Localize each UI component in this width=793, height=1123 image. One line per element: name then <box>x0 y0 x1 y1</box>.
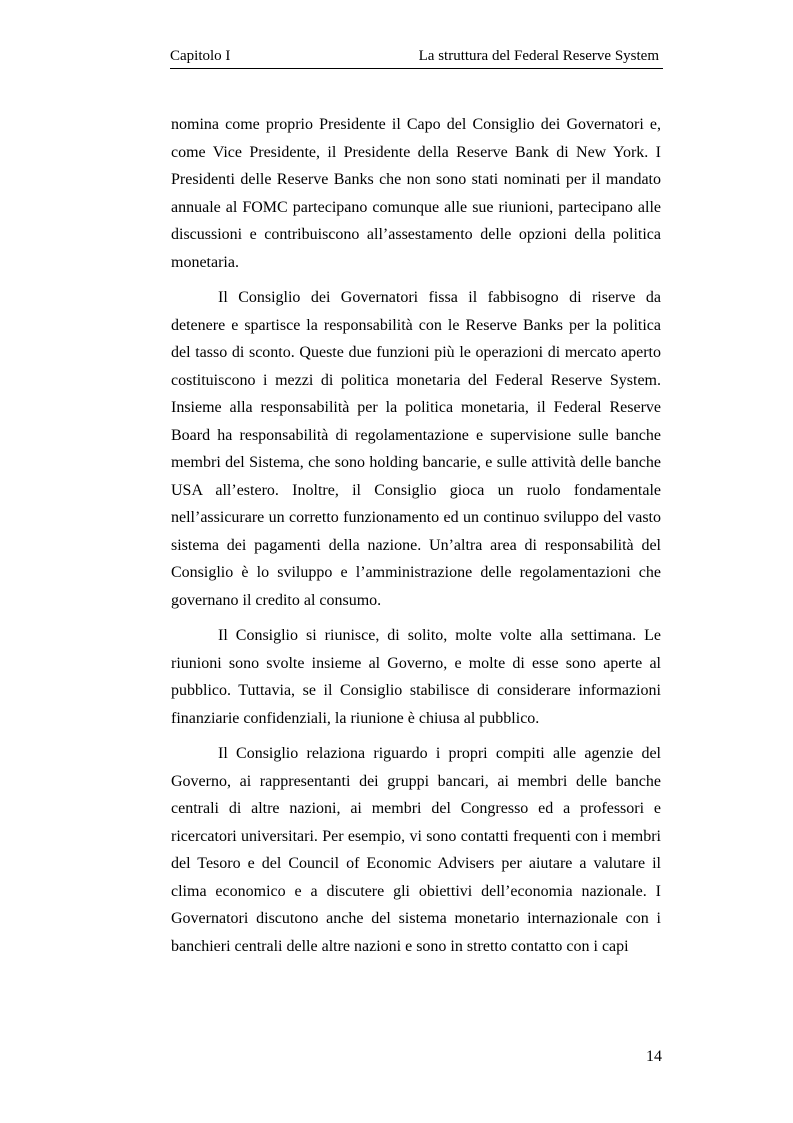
page-number: 14 <box>646 1048 662 1065</box>
paragraph-1: nomina come proprio Presidente il Capo del Consiglio dei Governatori e, come Vice Presidente, il Presidente della Reserve Bank di New York. I Presidenti delle Reserve Banks che non sono stati nominati per il mandato annuale al FOMC partecipano comunque alle sue riunioni, partecipano alle discussioni e contribuiscono all’assestamento delle opzioni della politica monetaria. <box>171 116 661 271</box>
chapter-label: Capitolo I <box>170 48 231 64</box>
section-title: La struttura del Federal Reserve System <box>418 48 659 64</box>
running-header <box>170 46 663 69</box>
paragraph-2: Il Consiglio dei Governatori fissa il fabbisogno di riserve da detenere e spartisce la responsabilità con le Reserve Banks per la politica del tasso di sconto. Queste due funzioni più le operazioni di mercato aperto costituiscono i mezzi di politica monetaria del Federal Reserve System. Insieme alla responsabilità per la politica monetaria, il Federal Reserve Board ha responsabilità di regolamentazione e supervisione sulle banche membri del Sistema, che sono holding bancarie, e sulle attività delle banche USA all’estero. Inoltre, il Consiglio gioca un ruolo fondamentale nell’assicurare un corretto funzionamento ed un continuo sviluppo del vasto sistema dei pagamenti della nazione. Un’altra area di responsabilità del Consiglio è lo sviluppo e l’amministrazione delle regolamentazioni che governano il credito al consumo. <box>171 289 661 609</box>
paragraph-3: Il Consiglio si riunisce, di solito, molte volte alla settimana. Le riunioni sono svolte insieme al Governo, e molte di esse sono aperte al pubblico. Tuttavia, se il Consiglio stabilisce di considerare informazioni finanziarie confidenziali, la riunione è chiusa al pubblico. <box>171 627 661 727</box>
body-text <box>171 111 661 968</box>
paragraph-4: Il Consiglio relaziona riguardo i propri compiti alle agenzie del Governo, ai rappresentanti dei gruppi bancari, ai membri delle banche centrali di altre nazioni, ai membri del Congresso ed a professori e ricercatori universitari. Per esempio, vi sono contatti frequenti con i membri del Tesoro e del Council of Economic Advisers per aiutare a valutare il clima economico e a discutere gli obiettivi dell’economia nazionale. I Governatori discutono anche del sistema monetario internazionale con i banchieri centrali delle altre nazioni e sono in stretto contatto con i capi <box>171 745 661 955</box>
